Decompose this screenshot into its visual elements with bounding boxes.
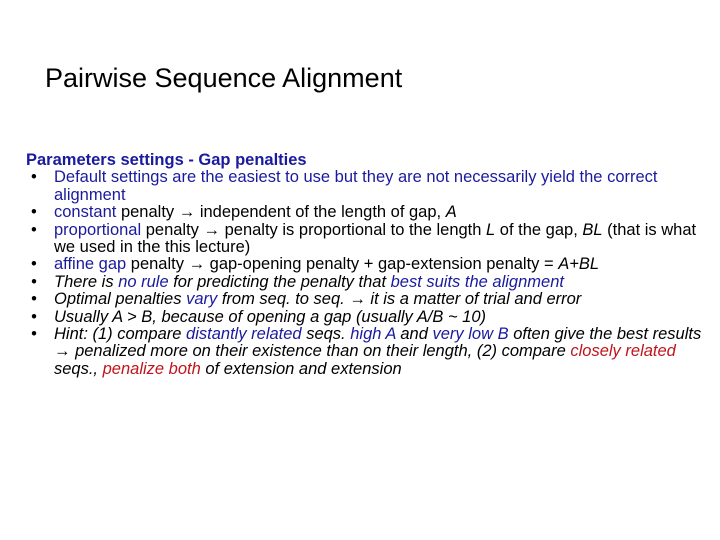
bullet-marker: • [31, 272, 37, 291]
arrow-icon: → [203, 220, 221, 239]
bullet-marker: • [31, 220, 37, 239]
slide-title: Pairwise Sequence Alignment [45, 63, 403, 93]
list-item: • Hint: (1) compare distantly related seqs. high A and very low B often give the best results → penalized more on their existence than on their length, (2) compare closely related seqs., penalize both of extension and extension [31, 325, 702, 378]
bullet-marker: • [31, 290, 37, 309]
arrow-icon: → [178, 203, 196, 222]
list-item: • proportional penalty → penalty is proportional to the length L of the gap, BL (that is what we used in the this lecture) [31, 220, 697, 257]
bullet-marker: • [31, 255, 37, 274]
bullet-marker: • [31, 325, 37, 344]
arrow-icon: → [54, 342, 71, 361]
bullet-list [26, 169, 706, 378]
arrow-icon: → [349, 290, 366, 309]
section-heading: Parameters settings - Gap penalties [26, 151, 307, 169]
list-item: • affine gap penalty → gap-opening penalty + gap-extension penalty = A+BL [31, 255, 600, 274]
list-item: • Usually A > B, because of opening a gap (usually A/B ~ 10) [31, 307, 487, 326]
bullet-marker: • [31, 168, 37, 187]
slide-body [26, 152, 706, 378]
bullet-marker: • [31, 307, 37, 326]
arrow-icon: → [188, 255, 206, 274]
bullet-marker: • [31, 203, 37, 222]
list-item: • constant penalty → independent of the length of gap, A [31, 203, 457, 222]
list-item: • Default settings are the easiest to use but they are not necessarily yield the correct alignment [31, 168, 658, 204]
list-item: • There is no rule for predicting the penalty that best suits the alignment [31, 272, 564, 291]
list-item: • Optimal penalties vary from seq. to seq. → it is a matter of trial and error [31, 290, 582, 309]
